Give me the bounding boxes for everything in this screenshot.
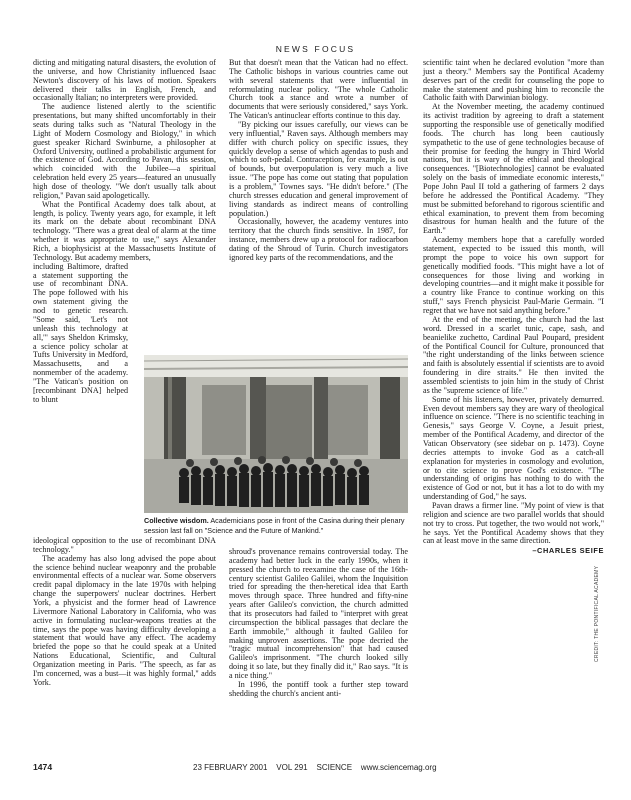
page-footer xyxy=(33,762,604,776)
paragraph: shroud's provenance remains controversial today. The academy had better luck in the early 1990s, when it pressed the church to reexamine the case of the 16th-century scientist Galileo Galilei, whom the Inquisition tried for spreading the then-heretical idea that Earth moves through space. Three hundred and fifty-nine years after Galileo's conviction, the church admitted that its prosecutors had failed to "interpret with great circumspection the biblical passages that declare the Earth immobile," although it faulted Galileo for making unproven assertions. The pope decried the "tragic mutual incomprehension" that had caused Galileo's imprisonment. "The church looked silly doing it so late, but they finally did it," Rao says. "It is a nice thing." xyxy=(229,547,408,681)
paragraph: "By picking our issues carefully, our views can be very influential," Raven says. Although members may differ with church policy on specific issues, they quickly develop a sense of which agendas to push and which to soft-pedal. Contraception, for example, is out of bounds, but overpopulation is very much a live issue. "The pope has come out stating that population is a problem," Townes says. "He didn't before." (The church stresses education and general improvement of living standards as indirect means of controlling population.) xyxy=(229,120,408,218)
paragraph: In 1996, the pontiff took a further step toward shedding the church's ancient anti- xyxy=(229,679,408,698)
column-3 xyxy=(423,59,604,555)
paragraph: At the end of the meeting, the church had the last word. Dressed in a scarlet tunic, cape, sash, and beanielike zuchetto, Cardinal Paul Poupard, president of the Pontifical Council for Culture, pronounced that "the right understanding of the links between science and faith is absolutely essential if scientists are to avoid foundering in dire straits." He then invited the assembled scientists to join him in the study of Christ as the "supreme science of life." xyxy=(423,314,604,395)
column-2-bottom xyxy=(229,548,408,699)
paragraph: Occasionally, however, the academy ventures into territory that the church finds sensitive. In 1987, for instance, members drew up a protocol for radiocarbon dating of the Shroud of Turin. Church investigators ignored key parts of the recommendations, and the xyxy=(229,217,408,262)
group-photo xyxy=(144,355,408,513)
paragraph: The academy has also long advised the pope about the science behind nuclear weaponry and the probable environmental effects of a nuclear war. Some observers credit papal diplomacy in the late 1970s with helping change the superpowers' nuclear doctrines. Herbert York, a physicist and the former head of Lawrence Livermore National Laboratory in California, who was active in formulating nuclear-weapons treaties at the time, says the pope was having difficulty developing a statement that would have any effect. The academy briefed the pope so that he could speak at a United Nations Educational, Scientific, and Cultural Organization meeting in Paris. "The speech, as far as I'm concerned, was a bust—it was highly formal," adds York. xyxy=(33,553,216,687)
paragraph: What the Pontifical Academy does talk about, at length, is policy. Twenty years ago, for example, it left its mark on the debate about recombinant DNA technology. "There was a great deal of alarm at the time whether it was appropriate to use," says Alexander Rich, a biophysicist at the Massachusetts Institute of Technology. But academy members, xyxy=(33,199,216,262)
photo-caption xyxy=(144,516,410,535)
paragraph-wrapped: including Baltimore, drafted a statement supporting the use of recombinant DNA. The pope followed with his own statement giving the nod to genetic research. "Some said, 'Let's not unleash this technology at all,'" says Sheldon Krimsky, a science policy scholar at Tufts University in Medford, Massachusetts, and a nonmember of the academy. "The Vatican's position on [recombinant DNA] helped to blunt xyxy=(33,261,128,404)
photo-credit: CREDIT: THE PONTIFICAL ACADEMY xyxy=(594,565,600,662)
author-byline: –CHARLES SEIFE xyxy=(532,546,604,556)
issue-line: 23 FEBRUARY 2001 VOL 291 SCIENCE www.sciencemag.org xyxy=(193,763,437,772)
paragraph: But that doesn't mean that the Vatican had no effect. The Catholic bishops in various countries came out with several statements that were influential in reformulating nuclear policy. "The whole Catholic Church took a stance and wrote a number of documents that were seriously considered," says York. The Vatican's antinuclear efforts continue to this day. xyxy=(229,58,408,121)
paragraph: scientific taint when he declared evolution "more than just a theory." Members say the Pontifical Academy deserves part of the credit for counseling the pope to make the statement and pushing him to reconcile the Catholic faith with Darwinian biology. xyxy=(423,58,604,103)
caption-title: Collective wisdom. xyxy=(144,516,209,525)
caption-text: Academicians pose in front of the Casina during their plenary session last fall on "Science and the Future of Mankind." xyxy=(144,516,405,535)
paragraph: Some of his listeners, however, privately demurred. Even devout members say they are wary of theological influence on science. "There is no scientific teaching in Genesis," says George V. Coyne, a Jesuit priest, member of the Pontifical Academy, and director of the Vatican Observatory (see sidebar on p. 1473). Coyne decries attempts to invoke God as a catch-all explanation for mysteries in cosmology and evolution, or to cite science to prove God's existence. "The understanding of origins has nothing to do with the existence of God or not, but it has a lot to do with my understanding of God," he says. xyxy=(423,394,604,502)
paragraph: Academy members hope that a carefully worded statement, expected to be issued this month, will prompt the pope to voice his own support for genetically modified foods. "This might have a lot of consequences for those living and working in developing countries—and it might make it possible for a country like France to continue working on this stuff," says French physicist Paul-Marie Germain. "I regret that we have not said anything before." xyxy=(423,235,604,316)
paragraph: The audience listened alertly to the scientific presentations, but many shifted uncomfortably in their seats during talks such as "Natural Theology in the Light of Modern Cosmology and Biology," in which guest speaker Richard Swinburne, a philosopher at Oxford University, outlined a probabilistic argument for the existence of God. According to Pavan, this session, which coincided with the Jubilee—a spiritual celebration held every 25 years—featured an unusually high dose of theology. "We don't usually talk about religion," Pavan said apologetically. xyxy=(33,102,216,200)
paragraph: dicting and mitigating natural disasters, the evolution of the universe, and how Christianity influenced Isaac Newton's discovery of his laws of motion. Speakers delivered their talks in English, French, and occasionally Italian; no interpreters were provided. xyxy=(33,58,216,103)
column-1-bottom xyxy=(33,537,216,688)
page-number: 1474 xyxy=(33,762,53,772)
section-header: NEWS FOCUS xyxy=(275,44,356,54)
paragraph: Pavan draws a firmer line. "My point of view is that religion and science are two parallel worlds that should not try to cross. Put together, the two would not work," he says. Yet the Pontifical Academy shows that they can at least move in the same direction. xyxy=(423,500,604,546)
paragraph: ideological opposition to the use of recombinant DNA technology." xyxy=(33,536,216,554)
photo-illustration xyxy=(144,355,408,513)
paragraph: At the November meeting, the academy continued its activist tradition by agreeing to draft a statement supporting the responsible use of genetically modified foods. The church has long been cautiously sympathetic to the use of gene technologies because of their promise for feeding the hungry in Third World nations, but it is wary of the ethical and theological consequences. "[Biotechnologies] cannot be evaluated solely on the basis of immediate economic interests," Pope John Paul II told a gathering of farmers 2 days before he addressed the Pontifical Academy. "They must be submitted beforehand to rigorous scientific and ethical examination, to prevent them from becoming disastrous for human health and the future of the Earth." xyxy=(423,102,604,236)
column-1 xyxy=(33,59,216,405)
column-2 xyxy=(229,59,408,263)
